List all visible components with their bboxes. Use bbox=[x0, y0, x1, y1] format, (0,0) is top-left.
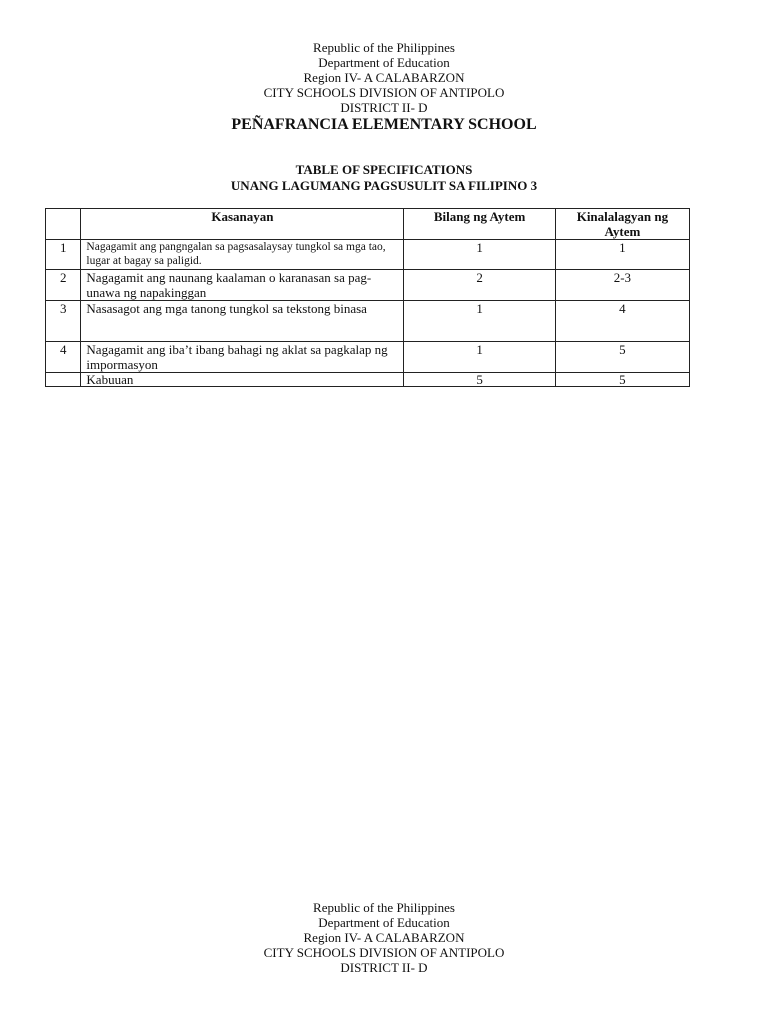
district-line: DISTRICT II- D bbox=[340, 100, 428, 115]
row-location: 5 bbox=[555, 342, 689, 373]
department-line: Department of Education bbox=[318, 55, 450, 70]
region-line: Region IV- A CALABARZON bbox=[303, 930, 465, 945]
row-number: 2 bbox=[46, 270, 81, 301]
table-row bbox=[46, 240, 690, 270]
department-line: Department of Education bbox=[318, 915, 450, 930]
row-skill: Nasasagot ang mga tanong tungkol sa tekstong binasa bbox=[81, 301, 404, 342]
total-location: 5 bbox=[555, 373, 689, 387]
row-count: 1 bbox=[404, 301, 555, 342]
division-line: CITY SCHOOLS DIVISION OF ANTIPOLO bbox=[263, 945, 505, 960]
header-location: Kinalalagyan ng Aytem bbox=[555, 209, 689, 240]
document-header bbox=[0, 40, 768, 134]
title-line-2: UNANG LAGUMANG PAGSUSULIT SA FILIPINO 3 bbox=[230, 178, 538, 193]
row-skill: Nagagamit ang iba’t ibang bahagi ng aklat sa pagkalap ng impormasyon bbox=[81, 342, 404, 373]
table-row bbox=[46, 342, 690, 373]
row-count: 1 bbox=[404, 342, 555, 373]
school-name: PEÑAFRANCIA ELEMENTARY SCHOOL bbox=[231, 116, 537, 133]
table-row bbox=[46, 301, 690, 342]
table-row bbox=[46, 270, 690, 301]
region-line: Region IV- A CALABARZON bbox=[303, 70, 465, 85]
republic-line: Republic of the Philippines bbox=[313, 40, 455, 55]
row-skill: Nagagamit ang naunang kaalaman o karanasan sa pag-unawa ng napakinggan bbox=[81, 270, 404, 301]
document-title bbox=[0, 162, 768, 194]
republic-line: Republic of the Philippines bbox=[313, 900, 455, 915]
row-number: 3 bbox=[46, 301, 81, 342]
total-label: Kabuuan bbox=[81, 373, 404, 387]
row-number: 4 bbox=[46, 342, 81, 373]
header-number bbox=[46, 209, 81, 240]
total-number-cell bbox=[46, 373, 81, 387]
row-location: 1 bbox=[555, 240, 689, 270]
header-skill: Kasanayan bbox=[81, 209, 404, 240]
specifications-table bbox=[45, 208, 690, 387]
row-location: 2-3 bbox=[555, 270, 689, 301]
district-line: DISTRICT II- D bbox=[340, 960, 428, 975]
row-skill: Nagagamit ang pangngalan sa pagsasalaysay tungkol sa mga tao, lugar at bagay sa paligid. bbox=[81, 240, 404, 270]
division-line: CITY SCHOOLS DIVISION OF ANTIPOLO bbox=[263, 85, 505, 100]
table-header-row bbox=[46, 209, 690, 240]
row-count: 1 bbox=[404, 240, 555, 270]
total-count: 5 bbox=[404, 373, 555, 387]
row-count: 2 bbox=[404, 270, 555, 301]
row-number: 1 bbox=[46, 240, 81, 270]
header-count: Bilang ng Aytem bbox=[404, 209, 555, 240]
row-location: 4 bbox=[555, 301, 689, 342]
title-line-1: TABLE OF SPECIFICATIONS bbox=[295, 162, 473, 177]
second-page-header bbox=[0, 900, 768, 975]
total-row bbox=[46, 373, 690, 387]
